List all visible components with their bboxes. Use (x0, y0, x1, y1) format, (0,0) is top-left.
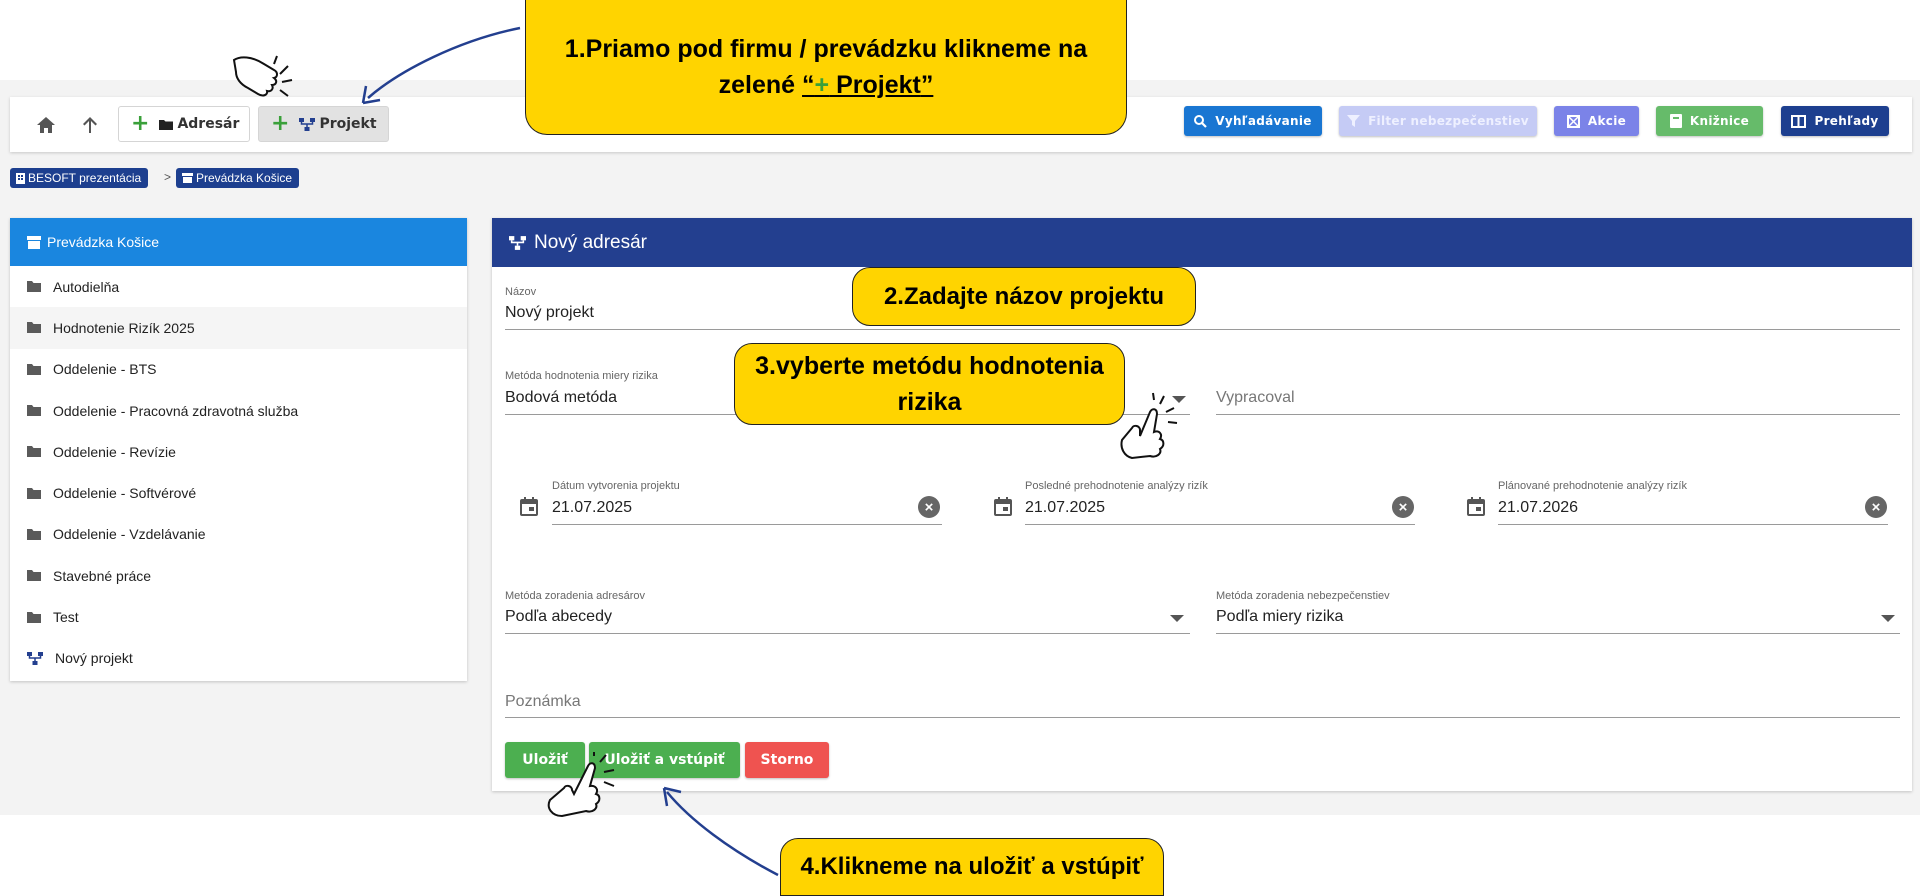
plus-icon: + (814, 71, 830, 99)
callout-1-line-1: 1.Priamo pod firmu / prevádzku klikneme na (564, 35, 1088, 63)
plus-icon: + (131, 111, 150, 136)
callout-step-3 (734, 343, 1125, 425)
cancel-button[interactable]: Storno (745, 742, 829, 778)
callout-1-word: Projekt (829, 71, 921, 99)
method-select[interactable]: Bodová metóda (505, 389, 618, 406)
plus-icon: + (271, 111, 290, 136)
projekt-label: Projekt (319, 116, 377, 132)
sort-addresses-label: Metóda zoradenia adresárov (505, 590, 646, 602)
callout-3-line-2: rizika (897, 388, 962, 416)
date-created-input[interactable]: 21.07.2025 (552, 499, 633, 516)
sidebar-item-label: Oddelenie - Revízie (53, 443, 176, 460)
callout-1-highlight (802, 71, 933, 99)
overviews-button-label: Prehľady (1814, 114, 1879, 128)
clear-icon[interactable]: × (1865, 496, 1887, 518)
name-label: Názov (505, 286, 537, 298)
libraries-button-label: Knižnice (1689, 114, 1750, 128)
adresar-label: Adresár (177, 116, 240, 132)
arrow-to-projekt (368, 28, 520, 98)
save-and-enter-button[interactable]: Uložiť a vstúpiť (589, 742, 740, 778)
breadcrumb-company-label: BESOFT prezentácia (28, 171, 142, 185)
name-input[interactable]: Nový projekt (505, 304, 594, 321)
date-created-label: Dátum vytvorenia projektu (552, 480, 680, 492)
sidebar-item-label: Autodielňa (53, 278, 120, 295)
sidebar-item-label: Oddelenie - BTS (53, 361, 157, 378)
last-review-label: Posledné prehodnotenie analýzy rizík (1025, 480, 1208, 492)
callout-1-prefix: zelené (718, 71, 803, 99)
sidebar-header-label: Prevádzka Košice (47, 234, 160, 250)
filter-button-label: Filter nebezpečenstiev (1368, 114, 1529, 128)
sort-hazards-label: Metóda zoradenia nebezpečenstiev (1216, 590, 1390, 602)
planned-review-input[interactable]: 21.07.2026 (1498, 499, 1579, 516)
clear-icon[interactable]: × (1392, 496, 1414, 518)
callout-step-1 (525, 0, 1127, 135)
callout-1-quote-open: “ (802, 71, 815, 99)
prepared-by-input[interactable]: Vypracoval (1216, 389, 1295, 406)
hand-pointer-icon (230, 50, 310, 105)
sidebar-item-label: Oddelenie - Vzdelávanie (53, 526, 206, 543)
clear-icon[interactable]: × (918, 496, 940, 518)
sort-hazards-select[interactable]: Podľa miery rizika (1216, 608, 1344, 625)
sidebar-item-label: Oddelenie - Softvérové (53, 485, 197, 502)
callout-step-2: 2.Zadajte názov projektu (852, 267, 1196, 326)
callout-step-4: 4.Klikneme na uložiť a vstúpiť (780, 838, 1164, 896)
actions-button-label: Akcie (1587, 114, 1627, 128)
callout-3-line-1: 3.vyberte metódu hodnotenia (755, 352, 1104, 380)
hand-pointer-icon (540, 752, 620, 824)
sidebar-item-label: Stavebné práce (53, 567, 152, 584)
breadcrumb-separator: > (164, 170, 172, 184)
search-button-label: Vyhľadávanie (1215, 114, 1312, 128)
sidebar-item-label: Test (53, 609, 79, 626)
panel-title: Nový adresár (534, 231, 647, 253)
sort-addresses-select[interactable]: Podľa abecedy (505, 608, 612, 625)
last-review-input[interactable]: 21.07.2025 (1025, 499, 1106, 516)
breadcrumb-branch-label: Prevádzka Košice (196, 171, 293, 185)
sidebar-item-label: Oddelenie - Pracovná zdravotná služba (53, 402, 299, 419)
method-label: Metóda hodnotenia miery rizika (505, 370, 658, 382)
planned-review-label: Plánované prehodnotenie analýzy rizík (1498, 480, 1687, 492)
save-button[interactable]: Uložiť (505, 742, 585, 778)
note-input[interactable]: Poznámka (505, 693, 581, 710)
sidebar-item-label: Hodnotenie Rizík 2025 (53, 319, 195, 336)
arrow-to-save-enter (667, 792, 778, 875)
callout-1-quote-close: ” (920, 71, 934, 99)
callout-1-line-2 (719, 67, 934, 103)
sidebar-item-label: Nový projekt (55, 650, 133, 667)
